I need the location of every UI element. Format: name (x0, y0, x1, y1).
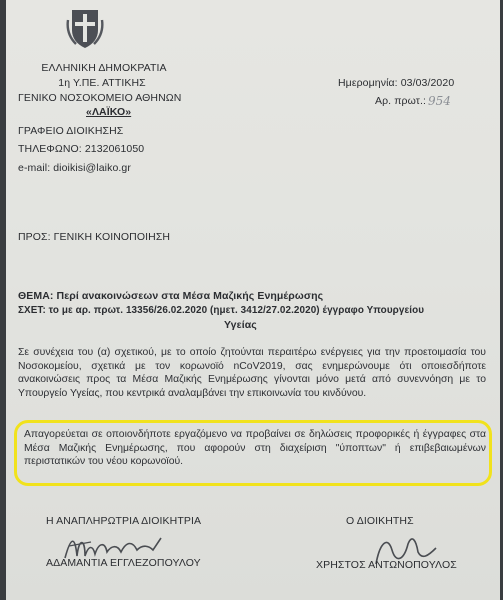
header-protocol-number: 954 (428, 94, 451, 108)
header-office: ΓΡΑΦΕΙΟ ΔΙΟΙΚΗΣΗΣ (18, 125, 124, 137)
reference-line: ΣΧΕΤ: το με αρ. πρωτ. 13356/26.02.2020 (ημετ. 3412/27.02.2020) έγγραφο Υπουργείου (18, 305, 425, 316)
recipient: ΠΡΟΣ: ΓΕΝΙΚΗ ΚΟΙΝΟΠΟΙΗΣΗ (18, 231, 171, 243)
left-signature-title: Η ΑΝΑΠΛΗΡΩΤΡΙΑ ΔΙΟΙΚΗΤΡΙΑ (46, 515, 202, 527)
reference-line-cont: Υγείας (224, 319, 257, 331)
header-region: 1η Υ.ΠΕ. ΑΤΤΙΚΗΣ (58, 77, 146, 89)
right-signatory-name: ΧΡΗΣΤΟΣ ΑΝΤΩΝΟΠΟΥΛΟΣ (316, 559, 457, 571)
left-signatory-name: ΑΔΑΜΑΝΤΙΑ ΕΓΓΛΕΖΟΠΟΥΛΟΥ (46, 557, 201, 569)
subject-line: ΘΕΜΑ: Περί ανακοινώσεων στα Μέσα Μαζικής Ενημέρωσης (18, 290, 324, 302)
header-country: ΕΛΛΗΝΙΚΗ ΔΗΜΟΚΡΑΤΙΑ (41, 62, 167, 74)
header-protocol-label: Αρ. πρωτ.: (375, 95, 427, 107)
header-email: e-mail: dioikisi@laiko.gr (18, 162, 131, 174)
greek-coat-of-arms-icon (66, 6, 104, 50)
header-date: Ημερομηνία: 03/03/2020 (338, 77, 455, 89)
paragraph-1: Σε συνέχεια του (α) σχετικού, με το οποίο ζητούνται περαιτέρω ενέργειες για την προετοιμασία του Νοσοκομείου, σχετικά με τον κορωνοϊό nCoV2019, σας ενημερώνουμε ότι οποιεσδήποτε ανακοινώσεις προς τα Μέσα Μαζικής Ενημέρωσης γίνονται μόνο μετά από συνεννόηση με το Υπουργείο Υγείας, που κεντρικά αναλαμβάνει την επικοινωνία του κινδύνου. (18, 347, 486, 399)
header-phone: ΤΗΛΕΦΩΝΟ: 2132061050 (18, 143, 145, 155)
header-hospital: ΓΕΝΙΚΟ ΝΟΣΟΚΟΜΕΙΟ ΑΘΗΝΩΝ (18, 92, 182, 104)
right-signature-title: Ο ΔΙΟΙΚΗΤΗΣ (346, 515, 414, 527)
document-page (6, 0, 500, 600)
header-hospital-name: «ΛΑΪΚΟ» (86, 106, 132, 118)
paragraph-2: Απαγορεύεται σε οποιονδήποτε εργαζόμενο να προβαίνει σε δηλώσεις προφορικές ή έγγραφες στα Μέσα Μαζικής Ενημέρωσης, που αφορούν στη διαχείριση "ύποπτων" ή επιβεβαιωμένων περιστατικών του νέου κορωνοϊού. (24, 429, 486, 468)
